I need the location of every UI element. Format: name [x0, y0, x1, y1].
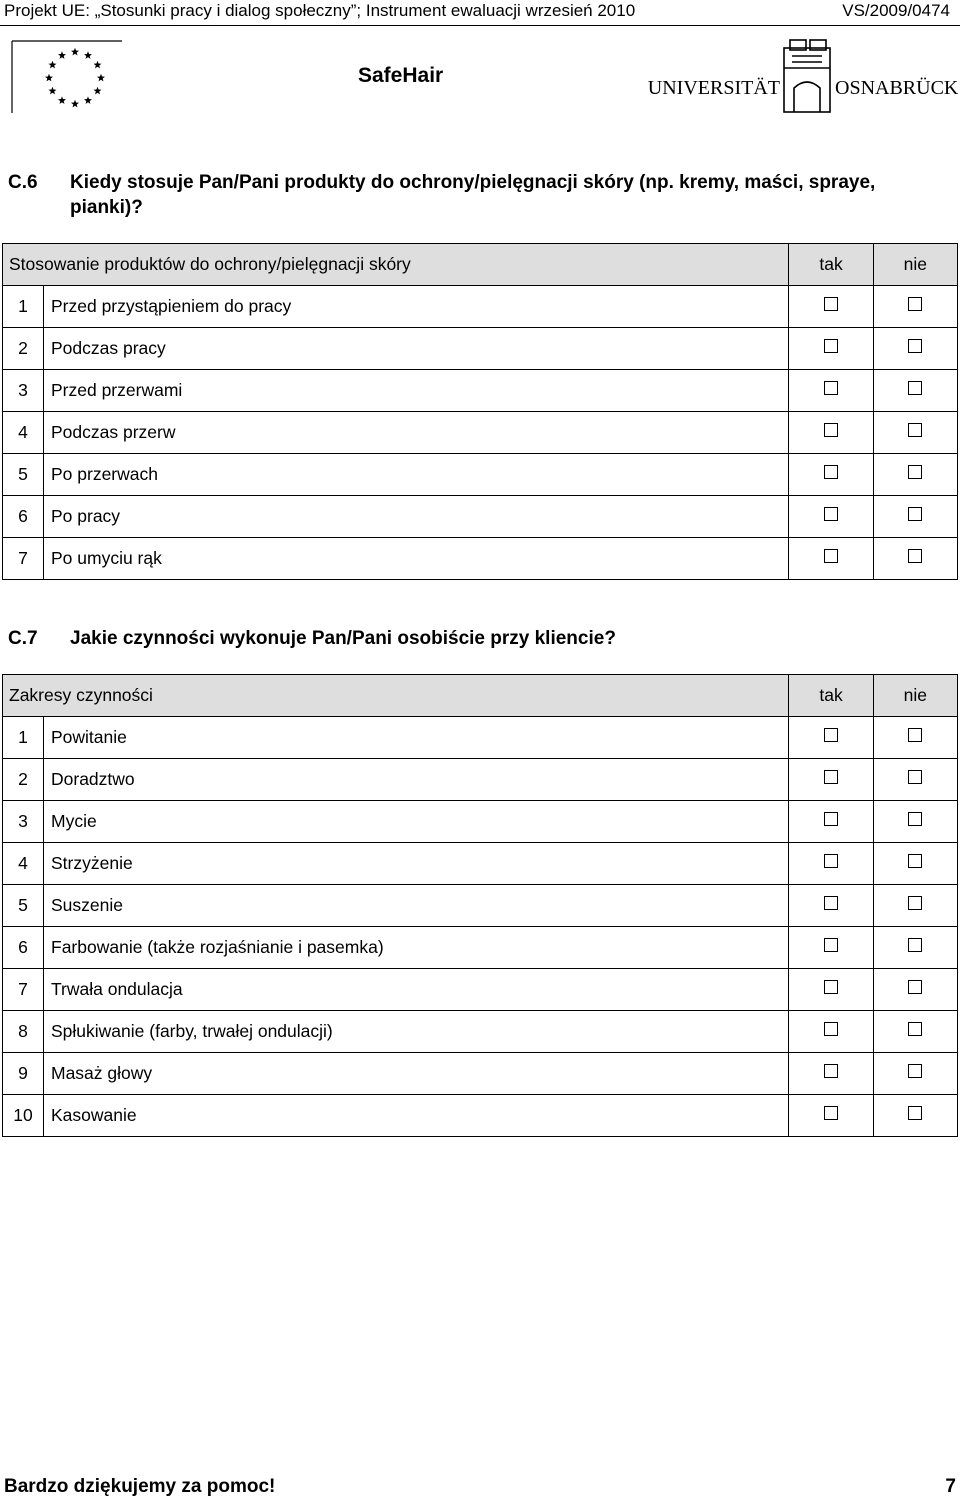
table-row	[3, 885, 958, 927]
no-checkbox[interactable]	[908, 770, 922, 784]
yes-checkbox[interactable]	[824, 896, 838, 910]
yes-checkbox[interactable]	[824, 339, 838, 353]
row-label-cell	[3, 370, 789, 412]
eu-star-icon	[48, 87, 56, 95]
no-checkbox[interactable]	[908, 896, 922, 910]
row-label-cell	[3, 1095, 789, 1137]
eu-star-icon	[58, 51, 66, 59]
yes-cell	[789, 454, 873, 496]
yes-cell	[789, 885, 873, 927]
row-label: Podczas przerw	[51, 422, 176, 442]
row-label: Po pracy	[51, 506, 121, 526]
eu-star-icon	[84, 96, 92, 104]
yes-cell	[789, 370, 873, 412]
table-row	[3, 496, 958, 538]
question-number: C.7	[8, 628, 38, 649]
column-header-yes: tak	[789, 675, 873, 717]
row-number: 1	[3, 717, 44, 758]
column-header-yes: tak	[789, 244, 873, 286]
running-header	[0, 0, 960, 22]
row-label: Powitanie	[51, 727, 127, 747]
activities-table	[2, 674, 958, 1137]
table-row	[3, 801, 958, 843]
eu-star-icon	[71, 48, 79, 56]
yes-checkbox[interactable]	[824, 465, 838, 479]
eu-star-icon	[48, 61, 56, 69]
no-cell	[873, 927, 957, 969]
no-cell	[873, 1053, 957, 1095]
row-number: 3	[3, 370, 44, 411]
no-cell	[873, 759, 957, 801]
row-label-cell	[3, 927, 789, 969]
row-label-cell	[3, 286, 789, 328]
row-number: 2	[3, 759, 44, 800]
table-row	[3, 1053, 958, 1095]
row-number: 3	[3, 801, 44, 842]
no-cell	[873, 1011, 957, 1053]
eu-star-icon	[94, 87, 102, 95]
question-number: C.6	[8, 172, 38, 193]
table-header-row	[3, 675, 958, 717]
row-number: 7	[3, 969, 44, 1010]
table-row	[3, 286, 958, 328]
university-logo-right: OSNABRÜCK	[835, 77, 959, 99]
yes-cell	[789, 328, 873, 370]
column-header-usage: Stosowanie produktów do ochrony/pielęgnacji skóry	[3, 244, 789, 286]
row-number: 6	[3, 927, 44, 968]
row-label-cell	[3, 885, 789, 927]
row-label: Trwała ondulacja	[51, 979, 183, 999]
no-cell	[873, 843, 957, 885]
question-text: Jakie czynności wykonuje Pan/Pani osobiście przy kliencie?	[70, 628, 616, 649]
row-label: Farbowanie (także rozjaśnianie i pasemka)	[51, 937, 384, 957]
table-row	[3, 328, 958, 370]
row-label: Doradztwo	[51, 769, 135, 789]
yes-checkbox[interactable]	[824, 381, 838, 395]
no-cell	[873, 412, 957, 454]
no-checkbox[interactable]	[908, 728, 922, 742]
row-number: 4	[3, 843, 44, 884]
yes-cell	[789, 801, 873, 843]
project-title: Projekt UE: „Stosunki pracy i dialog społeczny”; Instrument ewaluacji wrzesień 2010	[4, 1, 636, 20]
no-cell	[873, 328, 957, 370]
row-label: Podczas pracy	[51, 338, 166, 358]
yes-cell	[789, 412, 873, 454]
table-row	[3, 1011, 958, 1053]
no-checkbox[interactable]	[908, 549, 922, 563]
no-cell	[873, 454, 957, 496]
row-number: 4	[3, 412, 44, 453]
row-label-cell	[3, 454, 789, 496]
no-cell	[873, 370, 957, 412]
row-label: Mycie	[51, 811, 97, 831]
no-checkbox[interactable]	[908, 1064, 922, 1078]
row-number: 1	[3, 286, 44, 327]
no-checkbox[interactable]	[908, 507, 922, 521]
yes-checkbox[interactable]	[824, 1106, 838, 1120]
university-logo-left: UNIVERSITÄT	[647, 77, 780, 99]
yes-cell	[789, 969, 873, 1011]
brand-name: SafeHair	[358, 64, 444, 87]
row-label-cell	[3, 412, 789, 454]
row-label-cell	[3, 538, 789, 580]
no-checkbox[interactable]	[908, 938, 922, 952]
yes-cell	[789, 927, 873, 969]
row-label-cell	[3, 1011, 789, 1053]
row-number: 10	[3, 1095, 44, 1136]
row-label: Przed przerwami	[51, 380, 183, 400]
yes-checkbox[interactable]	[824, 980, 838, 994]
row-label-cell	[3, 717, 789, 759]
no-cell	[873, 717, 957, 759]
no-checkbox[interactable]	[908, 381, 922, 395]
row-number: 5	[3, 454, 44, 495]
header-divider	[0, 25, 960, 26]
no-checkbox[interactable]	[908, 465, 922, 479]
eu-star-icon	[58, 96, 66, 104]
eu-star-icon	[45, 74, 53, 82]
row-number: 5	[3, 885, 44, 926]
table-row	[3, 927, 958, 969]
eu-star-icon	[71, 100, 79, 108]
no-checkbox[interactable]	[908, 1106, 922, 1120]
yes-checkbox[interactable]	[824, 812, 838, 826]
yes-checkbox[interactable]	[824, 549, 838, 563]
yes-checkbox[interactable]	[824, 297, 838, 311]
table-row	[3, 969, 958, 1011]
yes-cell	[789, 1011, 873, 1053]
no-checkbox[interactable]	[908, 423, 922, 437]
column-header-activities: Zakresy czynności	[3, 675, 789, 717]
table-row	[3, 412, 958, 454]
table-row	[3, 538, 958, 580]
table-row	[3, 717, 958, 759]
row-label: Po przerwach	[51, 464, 158, 484]
row-number: 8	[3, 1011, 44, 1052]
no-checkbox[interactable]	[908, 854, 922, 868]
university-logo	[647, 38, 959, 114]
yes-cell	[789, 496, 873, 538]
row-label-cell	[3, 328, 789, 370]
column-header-no: nie	[873, 244, 957, 286]
yes-cell	[789, 843, 873, 885]
table-row	[3, 759, 958, 801]
row-number: 7	[3, 538, 44, 579]
no-cell	[873, 538, 957, 580]
table-header-row	[3, 244, 958, 286]
yes-checkbox[interactable]	[824, 1022, 838, 1036]
table-row	[3, 843, 958, 885]
row-number: 6	[3, 496, 44, 537]
yes-checkbox[interactable]	[824, 854, 838, 868]
yes-checkbox[interactable]	[824, 770, 838, 784]
row-label: Po umyciu rąk	[51, 548, 162, 568]
row-number: 2	[3, 328, 44, 369]
no-cell	[873, 1095, 957, 1137]
thank-you-note: Bardzo dziękujemy za pomoc!	[4, 1476, 276, 1497]
table-row	[3, 370, 958, 412]
yes-checkbox[interactable]	[824, 1064, 838, 1078]
page-number: 7	[945, 1476, 956, 1497]
row-label-cell	[3, 843, 789, 885]
row-label-cell	[3, 1053, 789, 1095]
row-label: Suszenie	[51, 895, 123, 915]
project-code: VS/2009/0474	[842, 1, 950, 20]
row-label-cell	[3, 801, 789, 843]
no-checkbox[interactable]	[908, 1022, 922, 1036]
row-label-cell	[3, 969, 789, 1011]
eu-flag-logo	[11, 40, 123, 114]
no-cell	[873, 969, 957, 1011]
yes-cell	[789, 538, 873, 580]
no-cell	[873, 286, 957, 328]
yes-cell	[789, 759, 873, 801]
eu-star-icon	[94, 61, 102, 69]
yes-cell	[789, 717, 873, 759]
row-label-cell	[3, 759, 789, 801]
no-cell	[873, 801, 957, 843]
no-checkbox[interactable]	[908, 980, 922, 994]
skin-care-table	[2, 243, 958, 580]
eu-star-icon	[84, 51, 92, 59]
yes-cell	[789, 286, 873, 328]
row-label: Przed przystąpieniem do pracy	[51, 296, 292, 316]
table-row	[3, 1095, 958, 1137]
row-label: Strzyżenie	[51, 853, 133, 873]
no-cell	[873, 496, 957, 538]
row-label: Kasowanie	[51, 1105, 137, 1125]
yes-checkbox[interactable]	[824, 507, 838, 521]
yes-checkbox[interactable]	[824, 423, 838, 437]
column-header-no: nie	[873, 675, 957, 717]
no-checkbox[interactable]	[908, 812, 922, 826]
yes-cell	[789, 1095, 873, 1137]
no-checkbox[interactable]	[908, 297, 922, 311]
row-label-cell	[3, 496, 789, 538]
no-checkbox[interactable]	[908, 339, 922, 353]
yes-cell	[789, 1053, 873, 1095]
table-row	[3, 454, 958, 496]
eu-star-icon	[97, 74, 105, 82]
row-number: 9	[3, 1053, 44, 1094]
row-label: Spłukiwanie (farby, trwałej ondulacji)	[51, 1021, 333, 1041]
yes-checkbox[interactable]	[824, 728, 838, 742]
question-text: Kiedy stosuje Pan/Pani produkty do ochrony/pielęgnacji skóry (np. kremy, maści, spraye, pianki)?	[70, 172, 876, 218]
row-label: Masaż głowy	[51, 1063, 153, 1083]
no-cell	[873, 885, 957, 927]
yes-checkbox[interactable]	[824, 938, 838, 952]
